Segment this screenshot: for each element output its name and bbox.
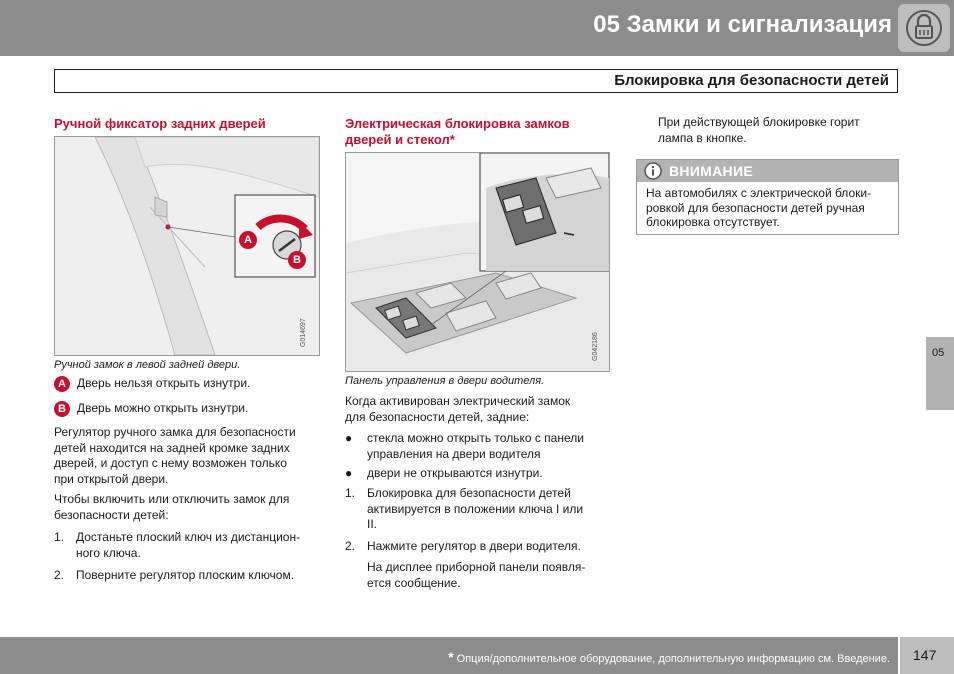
rear-door-lock-figure [54, 136, 320, 356]
footer-star: * [448, 649, 454, 665]
heading-line: Электрическая блокировка замков [345, 116, 570, 131]
heading-line: дверей и стекол* [345, 132, 455, 147]
col1-paragraph-2 [54, 492, 324, 523]
col1-step-1 [54, 530, 324, 562]
figure-code: G014697 [300, 318, 307, 347]
footer-bar [0, 637, 898, 674]
chapter-title: 05 Замки и сигнализация [593, 11, 892, 38]
text-line: Блокировка для безопасности детей [367, 486, 571, 500]
step-number: 2. [345, 539, 356, 553]
col2-bullet-2 [345, 466, 615, 482]
text-line: На автомобилях с электрической блоки- [646, 186, 872, 200]
section-header-box [54, 69, 898, 93]
col2-heading [345, 116, 615, 148]
figure-caption: Ручной замок в левой задней двери. [54, 359, 241, 371]
col2-paragraph-1 [345, 394, 615, 425]
text-line: двери не открываются изнутри. [367, 466, 543, 480]
col3-paragraph [658, 115, 898, 146]
text-line: Достаньте плоский ключ из дистанцион- [76, 530, 301, 544]
text-line: безопасности детей: [54, 507, 169, 522]
text-line: На дисплее приборной панели появля- [367, 560, 586, 574]
figure-label-b: B [289, 252, 305, 268]
warning-title: ВНИМАНИЕ [669, 163, 753, 179]
legend-text-a: Дверь нельзя открыть изнутри. [77, 376, 251, 390]
text-line: При действующей блокировке горит [658, 115, 860, 129]
text-line: ется сообщение. [367, 575, 461, 590]
legend-text-b: Дверь можно открыть изнутри. [77, 401, 249, 415]
col2-step-1 [345, 486, 615, 534]
page-number-box [900, 637, 954, 674]
text-line: ровкой для безопасности детей ручная [646, 200, 865, 215]
text-line: активируется в положении ключа I или [367, 501, 584, 516]
text-line: управления на двери водителя [367, 446, 541, 461]
legend-badge-b: B [54, 401, 70, 417]
step-number: 1. [345, 486, 356, 500]
bullet-marker: ● [345, 466, 353, 480]
driver-door-panel-figure [345, 152, 610, 372]
text-line: блокировка отсутствует. [646, 215, 780, 229]
text-line: лампа в кнопке. [658, 130, 747, 145]
figure-code: G042186 [592, 332, 599, 361]
text-line: Поверните регулятор плоским ключом. [76, 568, 295, 582]
step-number: 1. [54, 530, 65, 544]
section-title: Блокировка для безопасности детей [614, 72, 889, 89]
lock-icon [898, 4, 950, 52]
text-line: стекла можно открыть только с панели [367, 431, 584, 445]
figure-caption: Панель управления в двери водителя. [345, 375, 545, 387]
text-line: Чтобы включить или отключить замок для [54, 492, 290, 506]
header-bar [0, 0, 954, 56]
text-line: Когда активирован электрический замок [345, 394, 571, 408]
warning-box [636, 159, 899, 235]
side-tab-label: 05 [932, 347, 945, 359]
text-line: детей находится на задней кромке задних [54, 440, 290, 455]
text-line: ного ключа. [76, 545, 141, 560]
col1-step-2 [54, 568, 324, 584]
figure-label-a: A [240, 232, 256, 248]
text-line: при открытой двери. [54, 471, 169, 486]
text-line: II. [367, 517, 378, 531]
col2-bullet-1 [345, 431, 615, 463]
page-number: 147 [913, 647, 937, 663]
text-line: Регулятор ручного замка для безопасности [54, 425, 296, 439]
info-icon [643, 162, 663, 185]
step-number: 2. [54, 568, 65, 582]
col2-step-2 [345, 539, 615, 555]
footer-note-text: Опция/дополнительное оборудование, дополнительную информацию см. Введение. [456, 653, 890, 665]
footer-note [448, 649, 890, 665]
warning-text [646, 186, 894, 230]
bullet-marker: ● [345, 431, 353, 445]
col1-heading: Ручной фиксатор задних дверей [54, 116, 266, 131]
text-line: Нажмите регулятор в двери водителя. [367, 539, 581, 553]
text-line: для безопасности детей, задние: [345, 409, 530, 424]
text-line: дверей, и доступ с нему возможен только [54, 456, 287, 470]
warning-header [637, 160, 898, 182]
col1-paragraph-1 [54, 425, 324, 487]
legend-badge-a: A [54, 376, 70, 392]
chapter-side-tab [926, 337, 954, 410]
col2-step-2-note [367, 560, 617, 591]
